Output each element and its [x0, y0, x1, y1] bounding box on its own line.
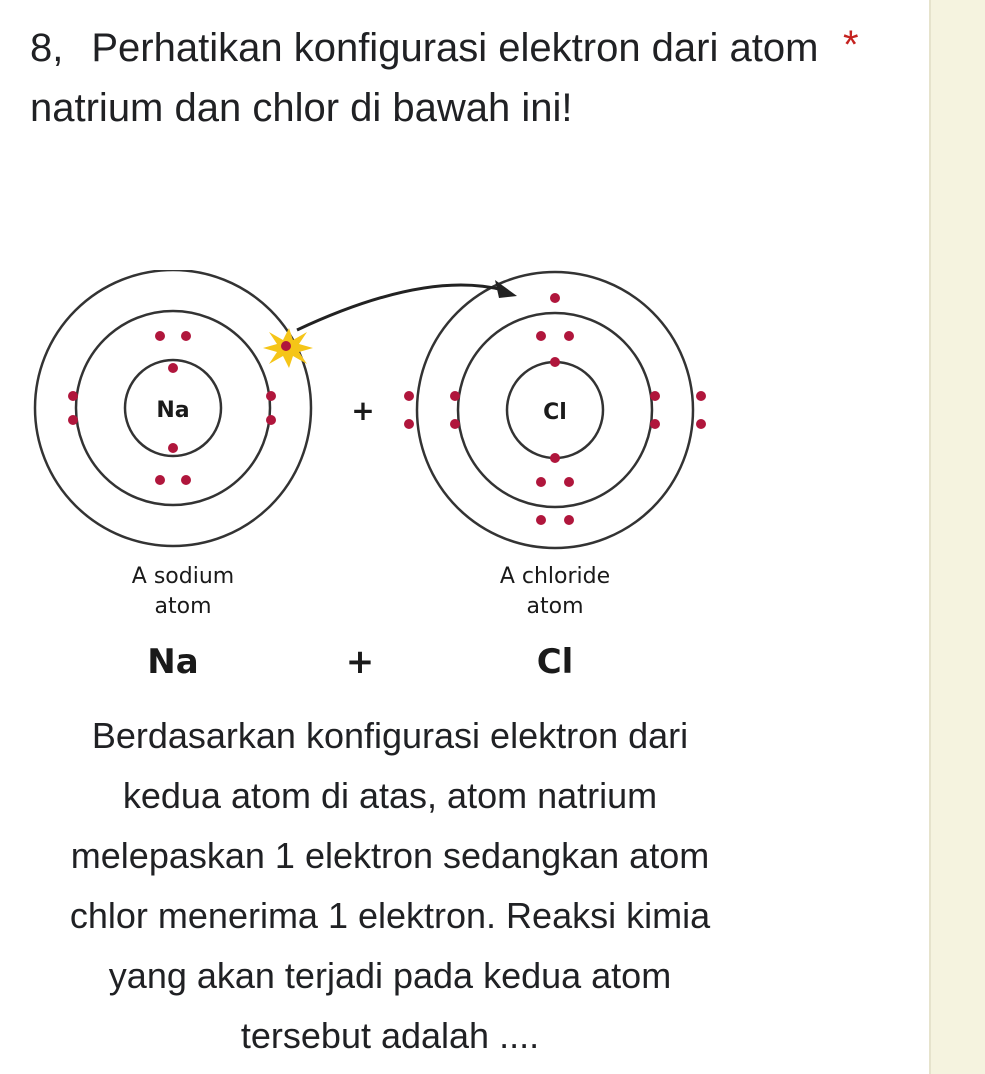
- electron-dot: [281, 341, 291, 351]
- diagram-plus: +: [351, 394, 375, 427]
- electron-dot: [564, 477, 574, 487]
- side-panel: [929, 0, 985, 1074]
- transfer-arrow: [297, 285, 503, 330]
- question-number: 8,: [30, 26, 64, 70]
- electron-dot: [696, 419, 706, 429]
- electron-dot: [155, 331, 165, 341]
- equation-plus: +: [345, 642, 375, 682]
- equation-sodium: Na: [147, 642, 199, 682]
- electron-dot: [168, 443, 178, 453]
- electron-dot: [564, 331, 574, 341]
- electron-dot: [168, 363, 178, 373]
- electron-dot: [68, 415, 78, 425]
- electron-dot: [564, 515, 574, 525]
- electron-dot: [266, 415, 276, 425]
- electron-dot: [536, 477, 546, 487]
- electron-dot: [404, 391, 414, 401]
- electron-dot: [181, 331, 191, 341]
- electron-dot: [450, 419, 460, 429]
- electron-dot: [696, 391, 706, 401]
- atom-diagram-image: [25, 270, 735, 690]
- electron-dot: [536, 515, 546, 525]
- question-description: Berdasarkan konfigurasi elektron dari kedua atom di atas, atom natrium melepaskan 1 elektron sedangkan atom chlor menerima 1 elektron. Reaksi kimia yang akan terjadi pada kedua atom tersebut adalah ....: [69, 715, 711, 1056]
- equation-chlorine: Cl: [536, 642, 574, 682]
- electron-dot: [550, 293, 560, 303]
- electron-dot: [155, 475, 165, 485]
- electron-dot: [536, 331, 546, 341]
- chlorine-caption: A chloride atom: [499, 564, 611, 619]
- sodium-nucleus-label: Na: [156, 398, 190, 423]
- chlorine-nucleus-label: Cl: [543, 400, 567, 425]
- electron-dot: [450, 391, 460, 401]
- atom-diagram-svg: [25, 270, 735, 690]
- arrowhead-icon: [495, 280, 517, 298]
- required-marker: *: [843, 23, 859, 67]
- electron-dot: [266, 391, 276, 401]
- electron-dot: [550, 453, 560, 463]
- electron-dot: [650, 419, 660, 429]
- electron-dot: [404, 419, 414, 429]
- electron-dot: [550, 357, 560, 367]
- electron-dot: [650, 391, 660, 401]
- question-title: [30, 18, 910, 138]
- sodium-caption: A sodium atom: [131, 564, 235, 619]
- electron-dot: [68, 391, 78, 401]
- electron-dot: [181, 475, 191, 485]
- question-text: Perhatikan konfigurasi elektron dari atom natrium dan chlor di bawah ini!: [30, 26, 819, 130]
